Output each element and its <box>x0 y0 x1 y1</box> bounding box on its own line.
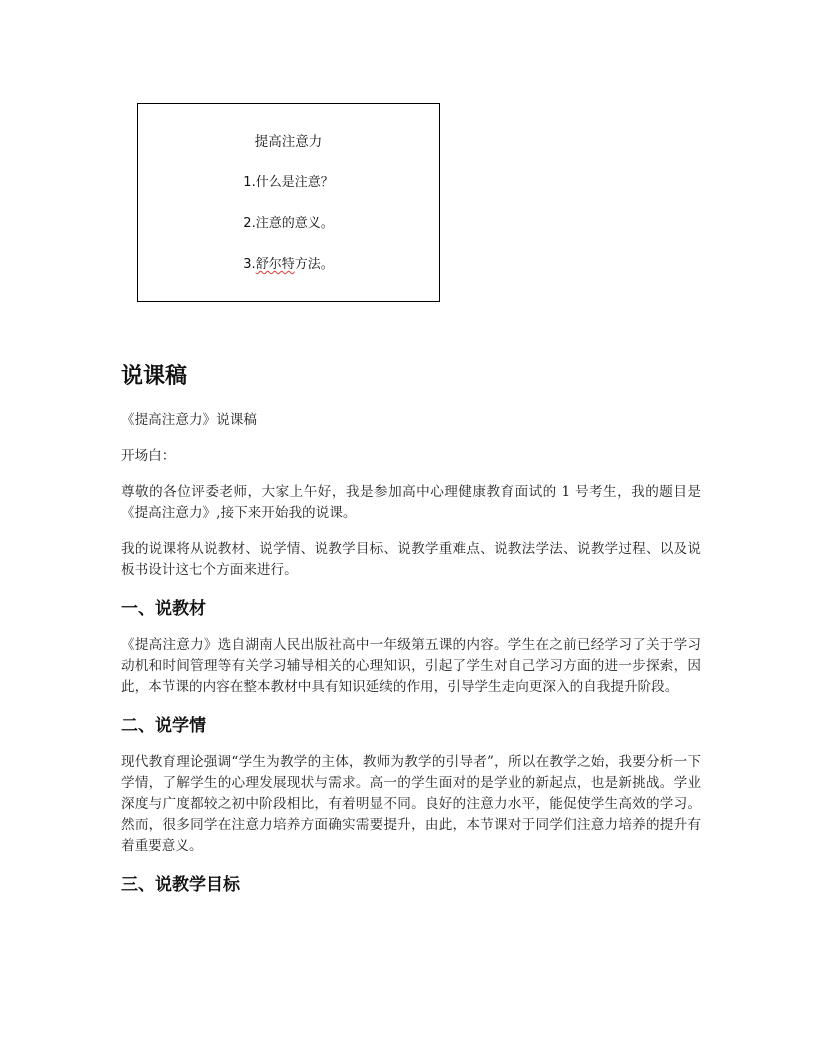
spellcheck-marked-word: 舒尔特 <box>255 257 295 272</box>
opening-label: 开场白： <box>121 448 176 464</box>
section-body-textbook: 《提高注意力》选自湖南人民出版社高中一年级第五课的内容。学生在之前已经学习了关于学习动机和时间管理等有关学习辅导相关的心理知识，引起了学生对自己学习方面的进一步探索，因此，本节课的内容在整本教材中具有知识延续的作用，引导学生走向更深入的自我提升阶段。 <box>121 637 701 695</box>
section-body-students: 现代教育理论强调“学生为教学的主体，教师为教学的引导者”，所以在教学之始，我要分析一下学情，了解学生的心理发展现状与需求。高一的学生面对的是学业的新起点，也是新挑战。学业深度与广度都较之初中阶段相比，有着明显不同。良好的注意力水平，能促使学生高效的学习。然而，很多同学在注意力培养方面确实需要提升，由此，本节课对于同学们注意力培养的提升有着重要意义。 <box>121 754 701 854</box>
overview-paragraph: 我的说课将从说教材、说学情、说教学目标、说教学重难点、说教法学法、说教学过程、以及说板书设计这七个方面来进行。 <box>121 541 701 578</box>
document-body <box>121 361 701 911</box>
outline-item-1: 1.什么是注意？ <box>243 175 334 190</box>
outline-text-box <box>137 103 440 302</box>
outline-item-3-suffix: 方法。 <box>294 257 334 272</box>
opening-paragraph: 尊敬的各位评委老师，大家上午好，我是参加高中心理健康教育面试的 1 号考生，我的题目是《提高注意力》,接下来开始我的说课。 <box>121 484 701 521</box>
outline-item-3-prefix: 3. <box>243 257 256 272</box>
section-heading-objectives: 三、说教学目标 <box>121 875 240 895</box>
outline-item-3 <box>138 256 439 274</box>
document-subtitle: 《提高注意力》说课稿 <box>121 412 257 428</box>
section-heading-textbook: 一、说教材 <box>121 599 206 619</box>
outline-item-2: 2.注意的意义。 <box>243 216 334 231</box>
document-title: 说课稿 <box>121 364 188 389</box>
section-heading-students: 二、说学情 <box>121 716 206 736</box>
outline-title: 提高注意力 <box>254 134 323 150</box>
